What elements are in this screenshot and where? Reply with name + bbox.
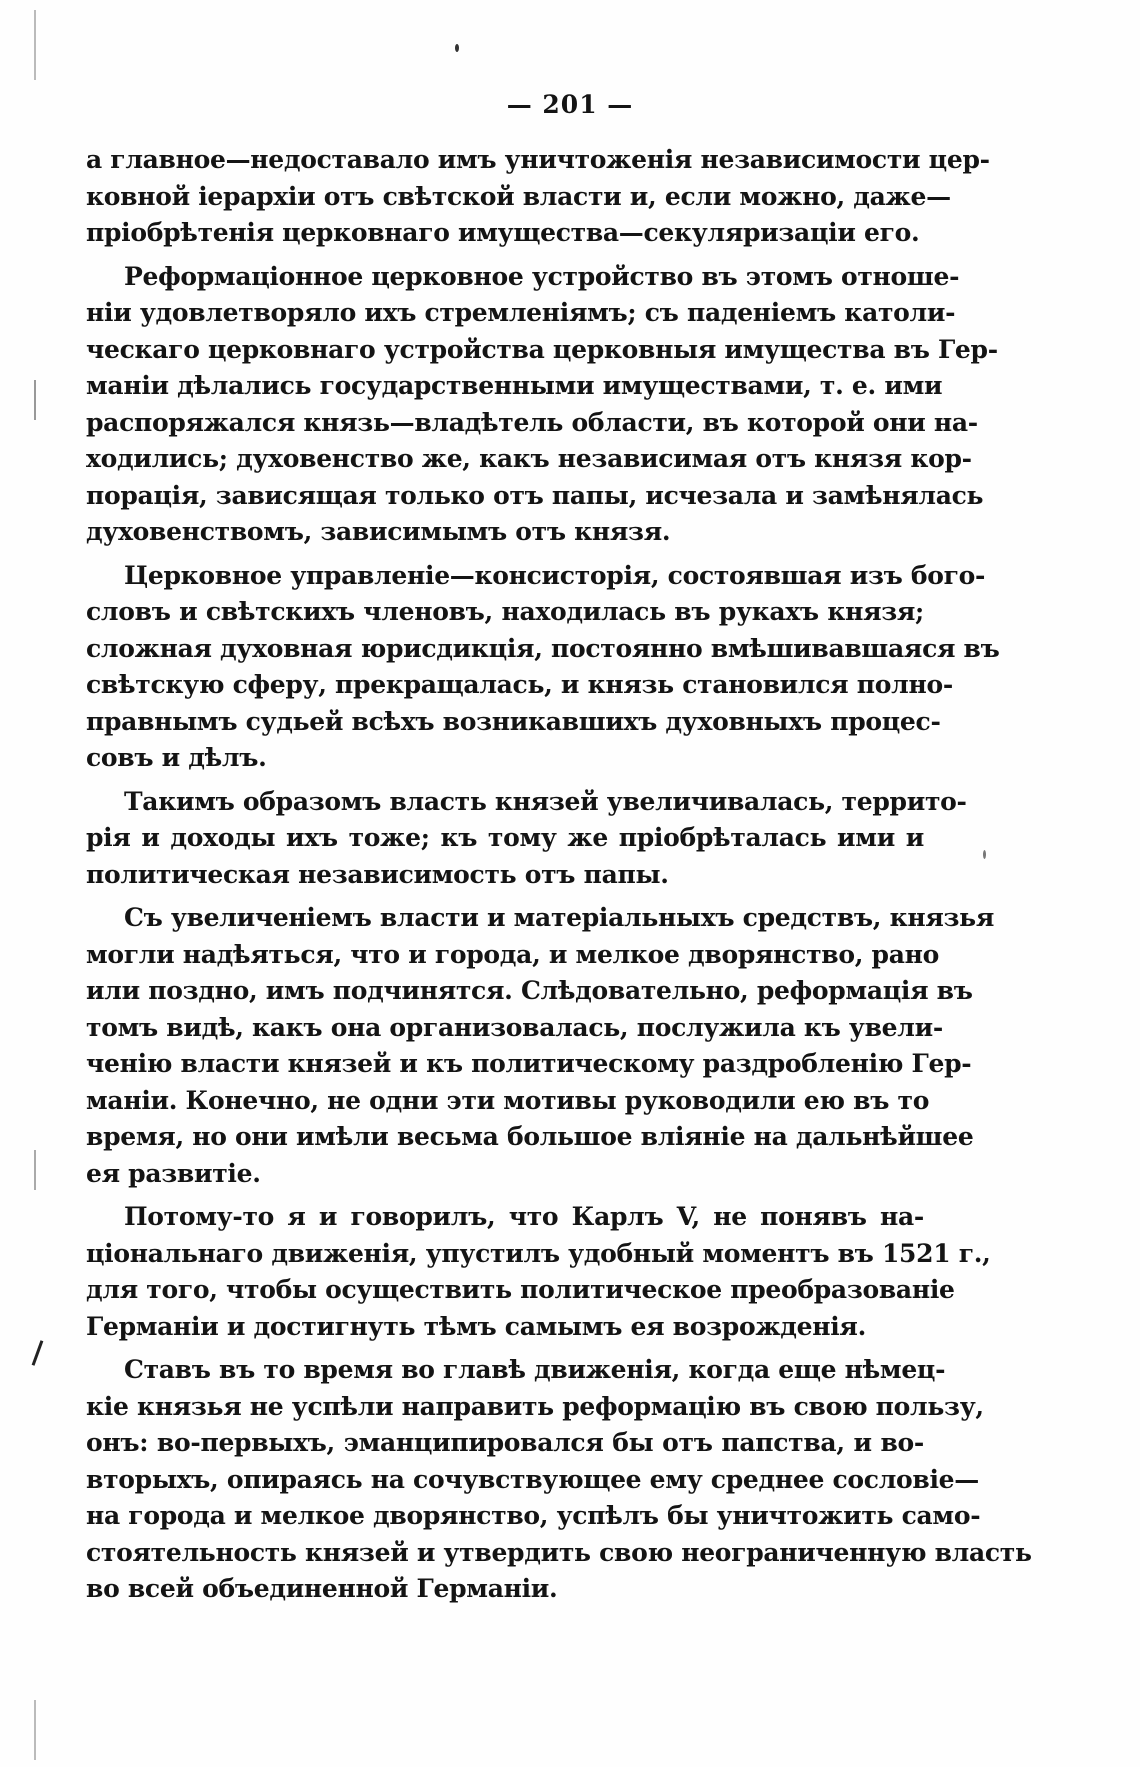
text-line: или поздно, имъ подчинятся. Слѣдовательно, реформація въ	[86, 976, 973, 1005]
text-line: распоряжался князь—владѣтель области, въ которой они на-	[86, 407, 978, 437]
text-line: могли надѣяться, что и города, и мелкое дворянство, рано	[86, 939, 939, 969]
body-text	[86, 142, 1032, 1608]
paragraph	[86, 1199, 991, 1345]
text-line: Потому-то я и говорилъ, что Карлъ V, не понявъ на-	[124, 1202, 924, 1231]
text-line: а главное—недоставало имъ уничтоженія независимости цер-	[86, 145, 990, 174]
text-line: время, но они имѣли весьма большое вліяніе на дальнѣйшее	[86, 1122, 974, 1151]
scan-margin-line	[34, 10, 36, 80]
paragraph	[86, 1352, 1032, 1608]
text-line: свѣтскую сферу, прекращалась, и князь становился полно-	[86, 670, 953, 699]
scan-margin-line	[34, 1150, 36, 1190]
text-line: порація, зависящая только отъ папы, исчезала и замѣнялась	[86, 480, 984, 510]
paragraph	[86, 784, 967, 894]
paragraph	[86, 900, 995, 1192]
text-line: политическая независимость отъ папы.	[86, 859, 669, 889]
text-line: Ставъ въ то время во главѣ движенія, когда еще нѣмец-	[124, 1355, 946, 1384]
text-line: ходились; духовенство же, какъ независимая отъ князя кор-	[86, 444, 972, 473]
text-line: маніи. Конечно, не одни эти мотивы руководили ею въ то	[86, 1085, 930, 1115]
text-line: ченію власти князей и къ политическому раздробленію Гер-	[86, 1049, 972, 1078]
page-number: — 201 —	[506, 90, 634, 119]
text-line: рія и доходы ихъ тоже; къ тому же пріобрѣталась ими и	[86, 823, 924, 852]
text-line: для того, чтобы осуществить политическое преобразованіе	[86, 1275, 955, 1304]
scan-margin-line	[34, 1700, 36, 1760]
text-line: ея развитіе.	[86, 1158, 261, 1188]
text-line: на города и мелкое дворянство, успѣлъ бы уничтожить само-	[86, 1501, 981, 1530]
text-line: сложная духовная юрисдикція, постоянно вмѣшивавшаяся въ	[86, 633, 1000, 663]
text-line: стоятельность князей и утвердить свою неограниченную власть	[86, 1537, 1032, 1567]
text-line: Такимъ образомъ власть князей увеличивалась, террито-	[124, 786, 967, 816]
scan-margin-line	[34, 380, 36, 420]
text-line: Съ увеличеніемъ власти и матеріальныхъ средствъ, князья	[124, 903, 995, 932]
text-line: ческаго церковнаго устройства церковныя имущества въ Гер-	[86, 334, 998, 364]
text-line: правнымъ судьей всѣхъ возникавшихъ духовныхъ процес-	[86, 706, 941, 736]
text-line: Церковное управленіе—консисторія, состоявшая изъ бого-	[124, 560, 986, 590]
text-line: во всей объединенной Германіи.	[86, 1574, 558, 1603]
text-line: маніи дѣлались государственными имуществами, т. е. ими	[86, 371, 943, 400]
paragraph	[86, 259, 998, 551]
paragraph	[86, 558, 1000, 777]
text-line: кіе князья не успѣли направить реформацію въ свою пользу,	[86, 1391, 984, 1421]
scan-speck	[455, 44, 459, 52]
text-line: ніи удовлетворяло ихъ стремленіямъ; съ паденіемъ католи-	[86, 298, 956, 327]
text-line: томъ видѣ, какъ она организовалась, послужила къ увели-	[86, 1012, 943, 1042]
text-line: вторыхъ, опираясь на сочувствующее ему среднее сословіе—	[86, 1464, 979, 1494]
text-line: пріобрѣтенія церковнаго имущества—секуляризаціи его.	[86, 218, 920, 247]
paragraph	[86, 142, 990, 252]
text-line: ціональнаго движенія, упустилъ удобный моментъ въ 1521 г.,	[86, 1238, 991, 1268]
scan-margin-line	[32, 1340, 44, 1365]
text-line: ковной іерархіи отъ свѣтской власти и, если можно, даже—	[86, 181, 951, 211]
scan-speck	[983, 850, 986, 859]
text-line: совъ и дѣлъ.	[86, 743, 267, 772]
text-line: Реформаціонное церковное устройство въ этомъ отноше-	[124, 261, 960, 291]
text-line: словъ и свѣтскихъ членовъ, находилась въ рукахъ князя;	[86, 597, 924, 626]
text-line: онъ: во-первыхъ, эманципировался бы отъ папства, и во-	[86, 1428, 924, 1457]
text-line: Германіи и достигнуть тѣмъ самымъ ея возрожденія.	[86, 1311, 867, 1341]
text-line: духовенствомъ, зависимымъ отъ князя.	[86, 517, 671, 546]
